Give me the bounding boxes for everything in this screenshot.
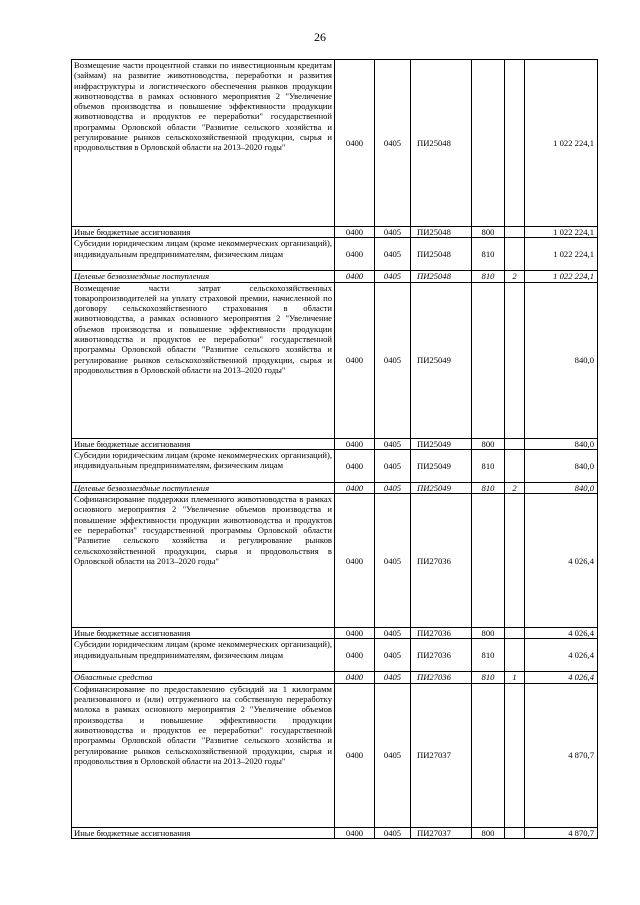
target-article-code: ПИ25048 (411, 271, 472, 282)
expense-type-code: 810 (472, 672, 505, 683)
table-row (72, 438, 598, 449)
funding-source-code (505, 449, 525, 482)
row-description: Софинансирование поддержки племенного животноводства в рамках основного мероприятия 2 "Увеличение объемов производства и повышение эффективности продукции животноводства и продуктов ее переработки" государственной программы Орловской области "Развитие сельского хозяйства и регулирование рынков сельскохозяйственной продукции, сырья и продовольствия в Орловской области на 2013–2020 годы" (72, 494, 335, 628)
subsection-code: 0405 (375, 438, 411, 449)
table-row (72, 827, 598, 838)
amount-cell: 840,0 (525, 282, 598, 438)
amount-cell: 4 026,4 (525, 672, 598, 683)
expense-type-code (472, 282, 505, 438)
funding-source-code (505, 282, 525, 438)
table-row (72, 60, 598, 227)
row-description: Возмещение части затрат сельскохозяйственных товаропроизводителей на уплату страховой премии, начисленной по договору сельскохозяйственного страхования в области животноводства, а рамках основного мероприятия 2 "Увеличение объемов производства и повышение эффективности продукции животноводства и продуктов ее переработки" государственной программы Орловской области "Развитие сельского хозяйства и регулирование рынков сельскохозяйственной продукции, сырья и продовольствия в Орловской области на 2013–2020 годы" (72, 282, 335, 438)
row-description: Софинансирование по предоставлению субсидий на 1 килограмм реализованного и (или) отгруженного на собственную переработку молока в рамках основного мероприятия 2 "Увеличение объемов производства и повышение эффективности продукции животноводства и продуктов ее переработки" государственной программы Орловской области "Развитие сельского хозяйства и регулирование рынков сельскохозяйственной продукции, сырья и продовольствия в Орловской области на 2013–2020 годы" (72, 683, 335, 827)
subsection-code: 0405 (375, 449, 411, 482)
subsection-code: 0405 (375, 683, 411, 827)
target-article-code: ПИ25049 (411, 482, 472, 493)
table-row (72, 282, 598, 438)
target-article-code: ПИ27037 (411, 827, 472, 838)
amount-cell: 1 022 224,1 (525, 227, 598, 238)
funding-source-code (505, 628, 525, 639)
subsection-code: 0405 (375, 60, 411, 227)
row-description: Целевые безвозмездные поступления (72, 482, 335, 493)
budget-table (71, 59, 598, 839)
row-description: Субсидии юридическим лицам (кроме некоммерческих организаций), индивидуальным предпринимателям, физическим лицам (72, 639, 335, 672)
row-description: Субсидии юридическим лицам (кроме некоммерческих организаций), индивидуальным предпринимателям, физическим лицам (72, 449, 335, 482)
subsection-code: 0405 (375, 827, 411, 838)
table-row (72, 449, 598, 482)
section-code: 0400 (335, 683, 375, 827)
target-article-code: ПИ25048 (411, 60, 472, 227)
funding-source-code: 2 (505, 482, 525, 493)
expense-type-code: 800 (472, 227, 505, 238)
funding-source-code (505, 494, 525, 628)
section-code: 0400 (335, 282, 375, 438)
section-code: 0400 (335, 60, 375, 227)
section-code: 0400 (335, 449, 375, 482)
section-code: 0400 (335, 494, 375, 628)
table-row (72, 628, 598, 639)
section-code: 0400 (335, 271, 375, 282)
funding-source-code (505, 238, 525, 271)
table-row (72, 683, 598, 827)
row-description: Субсидии юридическим лицам (кроме некоммерческих организаций), индивидуальным предпринимателям, физическим лицам (72, 238, 335, 271)
subsection-code: 0405 (375, 628, 411, 639)
target-article-code: ПИ25048 (411, 227, 472, 238)
expense-type-code: 800 (472, 827, 505, 838)
subsection-code: 0405 (375, 271, 411, 282)
amount-cell: 1 022 224,1 (525, 60, 598, 227)
table-row (72, 482, 598, 493)
table-row (72, 238, 598, 271)
amount-cell: 840,0 (525, 449, 598, 482)
row-description: Возмещение части процентной ставки по инвестиционным кредитам (займам) на развитие животноводства, переработки и развития инфраструктуры и логистического обеспечения рынков продукции животноводства в рамках основного мероприятия 2 "Увеличение объемов производства и повышение эффективности продукции животноводства и продуктов ее переработки" государственной программы Орловской области "Развитие сельского хозяйства и регулирование рынков сельскохозяйственной продукции, сырья и продовольствия в Орловской области на 2013–2020 годы" (72, 60, 335, 227)
funding-source-code: 2 (505, 271, 525, 282)
amount-cell: 4 026,4 (525, 639, 598, 672)
funding-source-code (505, 639, 525, 672)
row-description: Областные средства (72, 672, 335, 683)
target-article-code: ПИ25049 (411, 449, 472, 482)
target-article-code: ПИ25049 (411, 438, 472, 449)
amount-cell: 4 026,4 (525, 628, 598, 639)
row-description: Иные бюджетные ассигнования (72, 227, 335, 238)
funding-source-code (505, 438, 525, 449)
row-description: Иные бюджетные ассигнования (72, 438, 335, 449)
table-row (72, 227, 598, 238)
amount-cell: 4 870,7 (525, 683, 598, 827)
row-description: Целевые безвозмездные поступления (72, 271, 335, 282)
section-code: 0400 (335, 438, 375, 449)
expense-type-code (472, 683, 505, 827)
section-code: 0400 (335, 227, 375, 238)
funding-source-code (505, 227, 525, 238)
funding-source-code (505, 60, 525, 227)
expense-type-code: 810 (472, 238, 505, 271)
expense-type-code (472, 494, 505, 628)
expense-type-code: 800 (472, 628, 505, 639)
target-article-code: ПИ27036 (411, 628, 472, 639)
section-code: 0400 (335, 672, 375, 683)
section-code: 0400 (335, 482, 375, 493)
amount-cell: 840,0 (525, 438, 598, 449)
funding-source-code (505, 683, 525, 827)
subsection-code: 0405 (375, 238, 411, 271)
section-code: 0400 (335, 639, 375, 672)
target-article-code: ПИ25048 (411, 238, 472, 271)
expense-type-code (472, 60, 505, 227)
expense-type-code: 810 (472, 639, 505, 672)
target-article-code: ПИ27037 (411, 683, 472, 827)
table-row (72, 494, 598, 628)
expense-type-code: 810 (472, 449, 505, 482)
table-row (72, 672, 598, 683)
amount-cell: 4 870,7 (525, 827, 598, 838)
expense-type-code: 800 (472, 438, 505, 449)
expense-type-code: 810 (472, 482, 505, 493)
row-description: Иные бюджетные ассигнования (72, 827, 335, 838)
target-article-code: ПИ25049 (411, 282, 472, 438)
section-code: 0400 (335, 827, 375, 838)
subsection-code: 0405 (375, 227, 411, 238)
funding-source-code (505, 827, 525, 838)
target-article-code: ПИ27036 (411, 672, 472, 683)
section-code: 0400 (335, 238, 375, 271)
subsection-code: 0405 (375, 672, 411, 683)
subsection-code: 0405 (375, 639, 411, 672)
subsection-code: 0405 (375, 282, 411, 438)
expense-type-code: 810 (472, 271, 505, 282)
row-description: Иные бюджетные ассигнования (72, 628, 335, 639)
funding-source-code: 1 (505, 672, 525, 683)
amount-cell: 840,0 (525, 482, 598, 493)
target-article-code: ПИ27036 (411, 494, 472, 628)
subsection-code: 0405 (375, 482, 411, 493)
table-row (72, 639, 598, 672)
amount-cell: 4 026,4 (525, 494, 598, 628)
target-article-code: ПИ27036 (411, 639, 472, 672)
subsection-code: 0405 (375, 494, 411, 628)
table-row (72, 271, 598, 282)
amount-cell: 1 022 224,1 (525, 271, 598, 282)
section-code: 0400 (335, 628, 375, 639)
page-number: 26 (314, 30, 326, 44)
amount-cell: 1 022 224,1 (525, 238, 598, 271)
